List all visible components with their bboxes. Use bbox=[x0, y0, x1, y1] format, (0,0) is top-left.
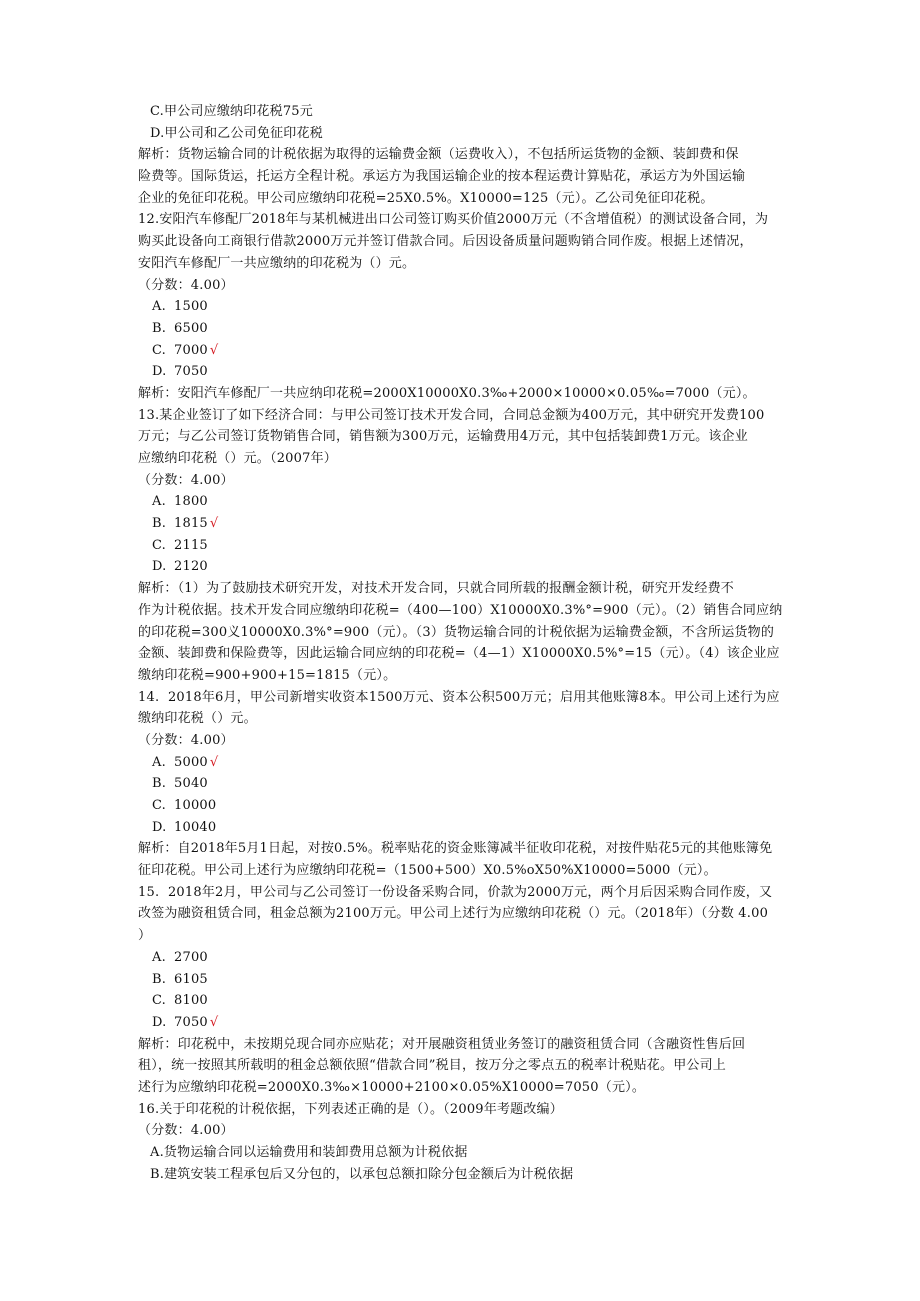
analysis-line: 解析：安阳汽车修配厂一共应纳印花税=2000X10000X0.3‰+2000×10000×0.05‰=7000（元）。 bbox=[138, 385, 756, 401]
option-text: 5000 bbox=[174, 754, 208, 770]
option-letter: D. bbox=[152, 1014, 167, 1030]
option-text: 7050 bbox=[174, 1014, 208, 1030]
option-letter: B. bbox=[152, 516, 167, 532]
answer-option bbox=[138, 513, 786, 535]
check-mark-icon: √ bbox=[209, 516, 219, 532]
option-text: 2120 bbox=[174, 559, 208, 575]
option-text: 2700 bbox=[174, 949, 208, 965]
question-stem: 15. 2018年2月，甲公司与乙公司签订一份设备采购合同，价款为2000万元，两个月后因采购合同作废，又 bbox=[138, 884, 773, 900]
question-stem: 购买此设备向工商银行借款2000万元并签订借款合同。后因设备质量问题购销合同作废。根据上述情况， bbox=[138, 234, 753, 250]
option-letter: D. bbox=[152, 364, 167, 380]
check-mark-icon: √ bbox=[209, 754, 219, 770]
analysis-line: 租），统一按照其所载明的租金总额依照“借款合同”税目，按万分之零点五的税率计税贴花。甲公司上 bbox=[138, 1058, 726, 1074]
answer-option bbox=[138, 969, 786, 991]
answer-option bbox=[138, 817, 786, 839]
check-mark-icon: √ bbox=[209, 1014, 219, 1030]
option-letter: A. bbox=[152, 949, 166, 965]
answer-option bbox=[138, 491, 786, 513]
analysis-line: 解析：货物运输合同的计税依据为取得的运输费金额（运费收入），不包括所运货物的金额、装卸费和保 bbox=[138, 147, 739, 163]
option-text: 2115 bbox=[174, 537, 208, 553]
option-text: 7050 bbox=[174, 364, 208, 380]
answer-option bbox=[138, 947, 786, 969]
analysis-line: 缴纳印花税=900+900+15=1815（元）。 bbox=[138, 667, 397, 683]
question-stem: 缴纳印花税（）元。 bbox=[138, 711, 257, 727]
option-letter: B. bbox=[152, 320, 167, 336]
analysis-line: 解析：印花税中，未按期兑现合同亦应贴花；对开展融资租赁业务签订的融资租赁合同（含融资性售后回 bbox=[138, 1036, 746, 1052]
option-letter: D. bbox=[152, 559, 167, 575]
question-stem: 14. 2018年6月，甲公司新增实收资本1500万元、资本公积500万元；启用其他账簿8本。甲公司上述行为应 bbox=[138, 689, 780, 705]
option-text: 10000 bbox=[174, 798, 217, 813]
score-label: （分数：4.00） bbox=[138, 1123, 234, 1139]
analysis-line: 解析：（1）为了鼓励技术研究开发，对技术开发合同，只就合同所载的报酬金额计税，研究开发经费不 bbox=[138, 581, 734, 597]
answer-option bbox=[138, 361, 786, 383]
option-letter: A. bbox=[152, 299, 166, 315]
option-letter: A. bbox=[152, 494, 166, 510]
question-stem: 改签为融资租赁合同，租金总额为2100万元。甲公司上述行为应缴纳印花税（）元。（2018年）（分数 4.00 bbox=[138, 906, 769, 922]
option-text: 1500 bbox=[174, 299, 208, 315]
answer-option: B.建筑安装工程承包后又分包的，以承包总额扣除分包金额后为计税依据 bbox=[150, 1166, 574, 1182]
question-stem: ） bbox=[138, 928, 152, 944]
option-letter: D. bbox=[152, 819, 167, 835]
option-text: 10040 bbox=[174, 819, 217, 835]
analysis-line: 险费等。国际货运，托运方全程计税。承运方为我国运输企业的按本程运费计算贴花，承运方为外国运输 bbox=[138, 169, 746, 185]
option-letter: B. bbox=[152, 776, 167, 792]
analysis-line: 作为计税依据。技术开发合同应缴纳印花税=（400—100）X10000X0.3%°=900（元）。（2）销售合同应纳 bbox=[138, 602, 783, 618]
score-label: （分数：4.00） bbox=[138, 472, 234, 488]
answer-option bbox=[138, 318, 786, 340]
option-text: 1800 bbox=[174, 494, 208, 510]
option-text: 1815 bbox=[174, 516, 208, 532]
question-stem: 16.关于印花税的计税依据，下列表述正确的是（）。（2009年考题改编） bbox=[138, 1101, 563, 1117]
option-letter: B. bbox=[152, 971, 167, 987]
score-label: （分数：4.00） bbox=[138, 732, 234, 748]
option-text: 6500 bbox=[174, 320, 208, 336]
answer-option bbox=[138, 990, 786, 1012]
question-stem: 13.某企业签订了如下经济合同：与甲公司签订技术开发合同，合同总金额为400万元，其中研究开发费100 bbox=[138, 407, 765, 423]
option-text: 7000 bbox=[174, 342, 208, 358]
option-text: 8100 bbox=[174, 993, 208, 1009]
answer-option bbox=[138, 535, 786, 557]
document-page bbox=[138, 101, 786, 1185]
answer-option bbox=[138, 340, 786, 362]
answer-option bbox=[138, 773, 786, 795]
analysis-line: 征印花税。甲公司上述行为应缴纳印花税=（1500+500）X0.5%oX50%X10000=5000（元）。 bbox=[138, 863, 717, 879]
answer-option bbox=[138, 1012, 786, 1034]
option-letter: A. bbox=[152, 754, 166, 770]
question-stem: 安阳汽车修配厂一共应缴纳的印花税为（）元。 bbox=[138, 255, 416, 271]
option-letter: C. bbox=[152, 537, 167, 553]
answer-option bbox=[138, 296, 786, 318]
option-letter: C. bbox=[152, 798, 167, 813]
analysis-line: 的印花税=300义10000X0.3%°=900（元）。（3）货物运输合同的计税依据为运输费金额，不含所运货物的 bbox=[138, 624, 775, 640]
option-text: 6105 bbox=[174, 971, 208, 987]
option-line: D.甲公司和乙公司免征印花税 bbox=[150, 125, 323, 141]
check-mark-icon: √ bbox=[209, 342, 219, 358]
answer-option bbox=[138, 795, 786, 817]
analysis-line: 企业的免征印花税。甲公司应缴纳印花税=25X0.5%。X10000=125（元）。乙公司免征印花税。 bbox=[138, 190, 714, 206]
option-line: C.甲公司应缴纳印花税75元 bbox=[150, 104, 313, 119]
question-stem: 应缴纳印花税（）元。（2007年） bbox=[138, 451, 337, 466]
question-stem: 万元；与乙公司签订货物销售合同，销售额为300万元，运输费用4万元，其中包括装卸费1万元。该企业 bbox=[138, 429, 748, 445]
question-stem: 12.安阳汽车修配厂2018年与某机械进出口公司签订购买价值2000万元（不含增值税）的测试设备合同，为 bbox=[138, 212, 769, 228]
answer-option: A.货物运输合同以运输费用和装卸费用总额为计税依据 bbox=[150, 1145, 468, 1160]
option-letter: C. bbox=[152, 993, 167, 1009]
score-label: （分数：4.00） bbox=[138, 277, 234, 293]
analysis-line: 解析：自2018年5月1日起，对按0.5%。税率贴花的资金账簿减半征收印花税，对按件贴花5元的其他账簿免 bbox=[138, 841, 773, 857]
option-letter: C. bbox=[152, 342, 167, 358]
option-text: 5040 bbox=[174, 776, 208, 792]
answer-option bbox=[138, 752, 786, 774]
analysis-line: 金额、装卸费和保险费等，因此运输合同应纳的印花税=（4—1）X10000X0.5%°=15（元）。（4）该企业应 bbox=[138, 646, 780, 662]
analysis-line: 述行为应缴纳印花税=2000X0.3‰×10000+2100×0.05%X10000=7050（元）。 bbox=[138, 1079, 646, 1095]
answer-option bbox=[138, 556, 786, 578]
